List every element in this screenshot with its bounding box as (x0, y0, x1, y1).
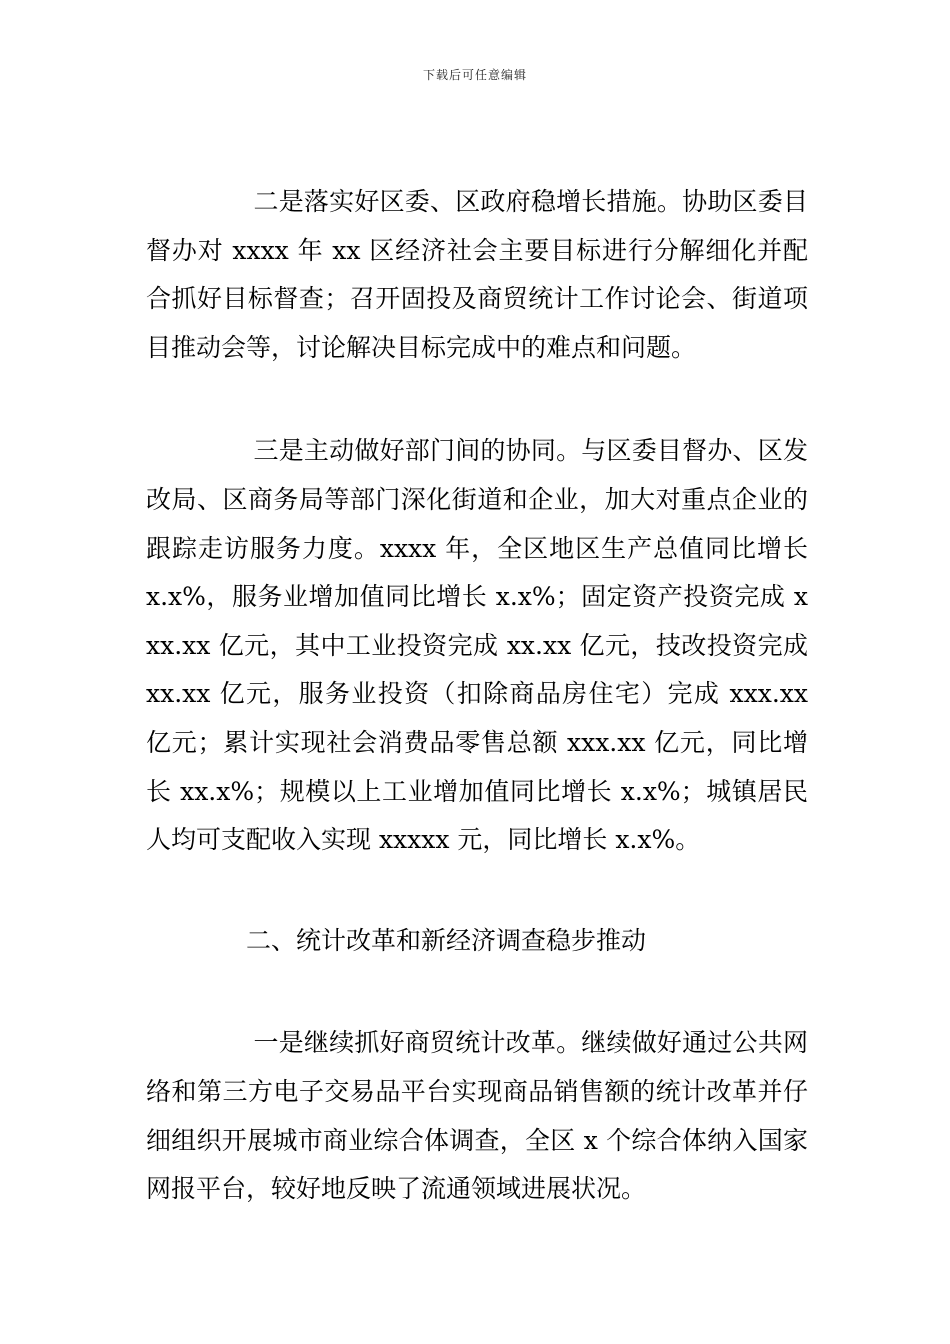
section-heading: 二、统计改革和新经济调查稳步推动 (246, 925, 647, 955)
paragraph-stabilize-growth: 二是落实好区委、区政府稳增长措施。协助区委目督办对 xxxx 年 xx 区经济社会主要目标进行分解细化并配合抓好目标督查；召开固投及商贸统计工作讨论会、街道项目推动会等，讨论解决目标完成中的难点和问题。 (146, 187, 808, 362)
page-header-note: 下载后可任意编辑 (422, 68, 527, 82)
paragraph-commerce-statistics-reform: 一是继续抓好商贸统计改革。继续做好通过公共网络和第三方电子交易品平台实现商品销售额的统计改革并仔细组织开展城市商业综合体调查，全区 x 个综合体纳入国家网报平台，较好地反映了流通领域进展状况。 (146, 1028, 808, 1204)
paragraph-department-coordination: 三是主动做好部门间的协同。与区委目督办、区发改局、区商务局等部门深化街道和企业，加大对重点企业的跟踪走访服务力度。xxxx 年，全区地区生产总值同比增长 x.x%，服务业增加值同比增长 x.x%；固定资产投资完成 xxx.xx 亿元，其中工业投资完成 xx.xx 亿元，技改投资完成 xx.xx 亿元，服务业投资（扣除商品房住宅）完成 xxx.xx 亿元；累计实现社会消费品零售总额 xxx.xx 亿元，同比增长 xx.x%；规模以上工业增加值同比增长 x.x%；城镇居民人均可支配收入实现 xxxxx 元，同比增长 x.x%。 (146, 436, 808, 855)
document-body (146, 178, 808, 1214)
